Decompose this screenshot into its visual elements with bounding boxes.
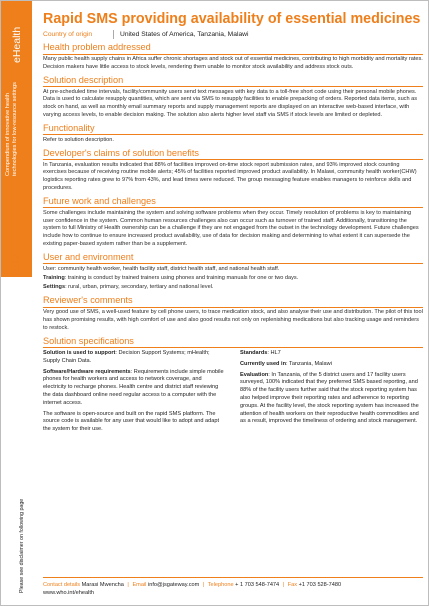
page-title: Rapid SMS providing availability of essential medicines [43,11,421,27]
specs-standards [240,350,423,358]
specs-right-column [240,350,423,437]
training-text: : training is conduct by trained trainers using phones and training manuals for one or two days. [64,275,299,282]
specs-used-in-label: Currently used in [240,360,287,367]
country-label: Country of origin [43,30,114,39]
sidebar-brand: eHealth [11,26,23,63]
footer-separator: | [202,582,205,588]
section-title-claims: Developer's claims of solution benefits [43,148,423,161]
specs-open-source: The software is open-source and built on the rapid SMS platform. The source code is available for any user that would like to adopt and adapt the system for their use. [43,410,220,433]
footer-separator: | [127,582,129,588]
main-content [43,11,423,437]
section-text-settings [43,284,423,292]
specs-used-in [240,361,423,369]
specs-left-column [43,350,226,437]
section-text-future: Some challenges include maintaining the system and solving software problems when they occur. Timely resolution of problems is key to maintaining user confidence in the system. Common human resources challenges also can occur such as turnover of trained staff. Additionally, transitioning the system to full Ministry of Health ownership can be a challenge if they are not engaged from the outset in the technology development. Future challenges include how to continue to ensure increased product availability, use of data for decision making and determining to what extent it can supersede the existing paper-based system rather than be a supplement. [43,209,419,247]
settings-text: : rural, urban, primary, secondary, tertiary and national level. [65,284,214,291]
sidebar [1,1,37,606]
specs-supports-text: : Decision Support Systems; mHealth; Supply Chain Data. [43,350,210,364]
sidebar-disclaimer: Please see disclaimer on following page [19,498,25,593]
footer-contact-row [43,581,423,589]
footer-telephone-label: Telephone [207,582,234,588]
specs-evaluation-text: : In Tanzania, of the 5 district users and 17 facility users surveyed, 100% indicated that they preferred SMS based reporting, and 88% of the facility users further said that the stock reporting system has also helped improve their reporting rates and adherence to reporting groups. At the facility level, the stock reporting system has increased the attention of health workers on their reproductive health commodities and as a result, improved the timeliness of ordering and stock management. [240,371,419,425]
specs-requirements-label: Software/Hardware requirements [43,368,131,375]
specs-standards-text: : HL7 [267,350,281,357]
specs-requirements [43,369,226,408]
sidebar-compendium-line2: technologies for low-resource settings [12,82,18,176]
footer-email-label: Email [132,582,147,588]
section-text-training [43,275,423,283]
footer-contact-name: Marasi Mwencha [81,582,124,588]
footer-separator: | [282,582,285,588]
section-text-claims: In Tanzania, evaluation results indicated that 88% of facilities improved on-time stock report submission rates, and 93% improved stock counting exercises because of receiving routine mobile alerts; 45% of facilities reported improved product availability. In Malawi, community health worker(CHW) logistics reporting rates grew to 97% from 43%, and lead times were reduced. The group messaging feature enables managers to reinforce skills and procedures. [43,161,417,191]
section-title-specs: Solution specifications [43,336,423,349]
specs-evaluation-label: Evaluation [240,371,269,378]
section-title-user-env: User and environment [43,252,423,265]
specs-standards-label: Standards [240,350,268,357]
footer-website-link[interactable]: www.who.int/ehealth [43,590,94,596]
section-title-health-problem: Health problem addressed [43,42,423,55]
country-row [43,30,423,39]
footer-contact-label: Contact details [43,582,81,588]
footer-fax: +1 703 528-7480 [298,582,342,588]
section-text-solution: At pre-scheduled time intervals, facility/community users send text messages with key data to a toll-free short code using their personal mobile phones. Data is used to calculate resupply quantities, which are sent via SMS to resupply facilities to enable prepacking of orders. Reported data items, such as stock on hand, as well as monthly email summary reports and supply management reports are displayed on an interactive web-based interface, with varying access levels, to enable decision making. The solution also alerts higher level staff via SMS if stock levels are limited or depleted. [43,88,418,118]
specs-used-in-text: : Tanzania, Malawi [286,360,332,367]
specs-requirements-text: : Requirements include simple mobile phones for health workers and access to network coverage, and electricity to recharge phones. Health centre and district staff reviewing the data dashboard online need regular access to a computer with the internet access. [43,368,224,406]
footer [43,577,423,597]
training-label: Training [43,275,65,282]
specs-columns [43,350,423,437]
settings-label: Settings [43,284,66,291]
footer-email-link[interactable]: info@jsgateway.com [148,582,200,588]
specs-evaluation [240,372,423,427]
footer-telephone: + 1 703 548-7474 [235,582,280,588]
section-title-reviewers: Reviewer's comments [43,295,423,308]
section-title-solution: Solution description [43,75,423,88]
sidebar-year: 2012 [10,253,22,277]
section-text-health-problem: Many public health supply chains in Africa suffer chronic shortages and stock out of essential medicines, contributing to high morbidity and mortality rates. Decision makers have little access to stock levels, rendering them unable to monitor stock availability and address stock outs. [43,56,423,70]
specs-supports-label: Solution is used to support [43,350,116,357]
section-text-users: User: community health worker, health facility staff, district health staff, and national health staff. [43,265,280,272]
section-text-reviewers: Very good use of SMS, a well-used feature by cell phone users, to trace medication stock, and also analyse their use and distribution. The pilot of this tool has shown promising results, with high comfort of use and also good results not only on replenishing medications but also tracking usage and reminders to restock. [43,309,423,331]
footer-fax-label: Fax [287,582,298,588]
section-title-future: Future work and challenges [43,196,423,209]
country-value: United States of America, Tanzania, Malawi [120,31,249,38]
specs-supports [43,350,226,366]
sidebar-compendium [5,82,19,176]
section-text-functionality: Refer to solution description. [43,136,114,143]
section-title-functionality: Functionality [43,123,423,136]
sidebar-compendium-line1: Compendium of innovative health [5,92,11,176]
